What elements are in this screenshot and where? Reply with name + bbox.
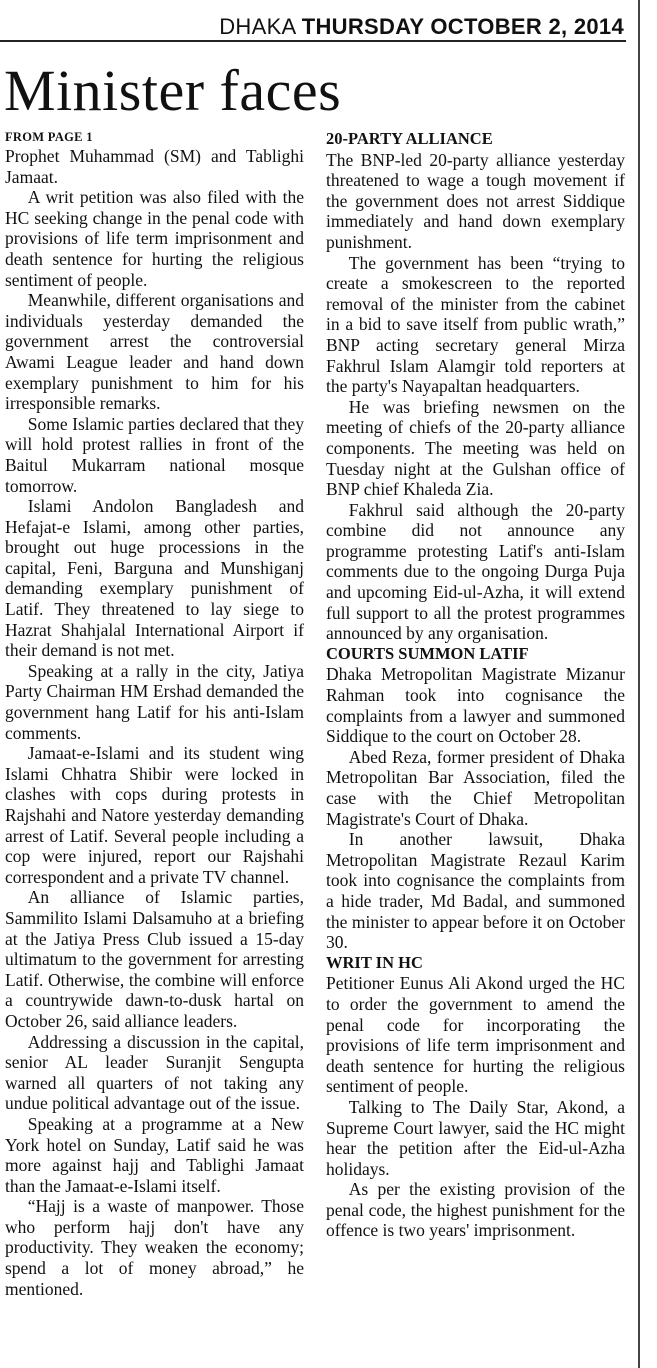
article-column-2 [326,128,625,1368]
paragraph: He was briefing newsmen on the meeting of chiefs of the 20-party alliance components. The meeting was held on Tuesday night at the Gulshan office of BNP chief Khaleda Zia. [326,396,625,500]
header-rule [0,40,626,42]
dateline-city: DHAKA [219,14,296,39]
paragraph: The BNP-led 20-party alliance yesterday threatened to wage a tough movement if the government does not arrest Siddique immediately and hand down exemplary punishment. [326,149,625,252]
section-heading-writ: WRIT IN HC [326,952,423,972]
paragraph: Petitioner Eunus Ali Akond urged the HC to order the government to amend the penal code for incorporating the provisions of life term imprisonment and death sentence for hurting the religious sentiment of people. [326,973,625,1097]
paragraph: Islami Andolon Bangladesh and Hefajat-e Islami, among other parties, brought out huge processions in the capital, Feni, Barguna and Munshiganj demanding exemplary punishment of Latif. They threatened to lay siege to Hazrat Shahjalal International Airport if their demand is not met. [5,496,304,661]
paragraph: Addressing a discussion in the capital, senior AL leader Suranjit Sengupta warned all quarters of not taking any undue political advantage out of the issue. [5,1031,304,1114]
section-heading-alliance: 20-PARTY ALLIANCE [326,129,493,148]
paragraph: As per the existing provision of the penal code, the highest punishment for the offence is two years' imprisonment. [326,1179,625,1241]
paragraph: Speaking at a programme at a New York hotel on Sunday, Latif said he was more against hajj and Tablighi Jamaat than the Jamaat-e-Islami itself. [5,1113,304,1196]
paragraph: Jamaat-e-Islami and its student wing Islami Chhatra Shibir were locked in clashes with cops during protests in Rajshahi and Natore yesterday demanding arrest of Latif. Several people including a cop were injured, report our Rajshahi correspondent and a private TV channel. [5,743,304,887]
section-heading-courts: COURTS SUMMON LATIF [326,643,529,663]
paragraph: Speaking at a rally in the city, Jatiya Party Chairman HM Ershad demanded the government hang Latif for his anti-Islam comments. [5,660,304,743]
paragraph: Some Islamic parties declared that they will hold protest rallies in front of the Baitul Mukarram national mosque tomorrow. [5,413,304,496]
kicker: FROM PAGE 1 [5,130,93,144]
paragraph: Prophet Muhammad (SM) and Tablighi Jamaat. [5,146,304,187]
paragraph: Meanwhile, different organisations and individuals yesterday demanded the government arrest the controversial Awami League leader and hand down exemplary punishment to him for his irresponsible remarks. [5,290,304,414]
paragraph: Dhaka Metropolitan Magistrate Mizanur Rahman took into cognisance the complaints from a lawyer and summoned Siddique to the court on October 28. [326,664,625,747]
page-edge-rule [638,0,640,1368]
dateline-date: THURSDAY OCTOBER 2, 2014 [301,14,624,39]
paragraph: “Hajj is a waste of manpower. Those who perform hajj don't have any productivity. They weaken the economy; spend a lot of money abroad,” he mentioned. [5,1196,304,1299]
paragraph: An alliance of Islamic parties, Sammilito Islami Dalsamuho at a briefing at the Jatiya Press Club issued a 15-day ultimatum to the government for arresting Latif. Otherwise, the combine will enforce a countrywide dawn-to-dusk hartal on October 26, said alliance leaders. [5,887,304,1031]
paragraph: Talking to The Daily Star, Akond, a Supreme Court lawyer, said the HC might hear the petition after the Eid-ul-Azha holidays. [326,1096,625,1179]
dateline [0,14,624,40]
paragraph: In another lawsuit, Dhaka Metropolitan Magistrate Rezaul Karim took into cognisance the complaints from a hide trader, Md Badal, and summoned the minister to appear before it on October 30. [326,829,625,953]
paragraph: Abed Reza, former president of Dhaka Metropolitan Bar Association, filed the case with the Chief Metropolitan Magistrate's Court of Dhaka. [326,746,625,829]
paragraph: The government has been “trying to create a smokescreen to the reported removal of the minister from the cabinet in a bid to save itself from public wrath,” BNP acting secretary general Mirza Fakhrul Islam Alamgir told reporters at the party's Nayapaltan headquarters. [326,252,625,397]
headline: Minister faces [4,58,342,123]
paragraph: Fakhrul said although the 20-party combine did not announce any programme protesting Latif's anti-Islam comments due to the ongoing Durga Puja and upcoming Eid-ul-Azha, it will extend full support to all the protest programmes announced by any organisation. [326,499,625,644]
article-column-1 [5,128,304,1368]
paragraph: A writ petition was also filed with the HC seeking change in the penal code with provisions of life term imprisonment and death sentence for hurting the religious sentiment of people. [5,187,304,290]
